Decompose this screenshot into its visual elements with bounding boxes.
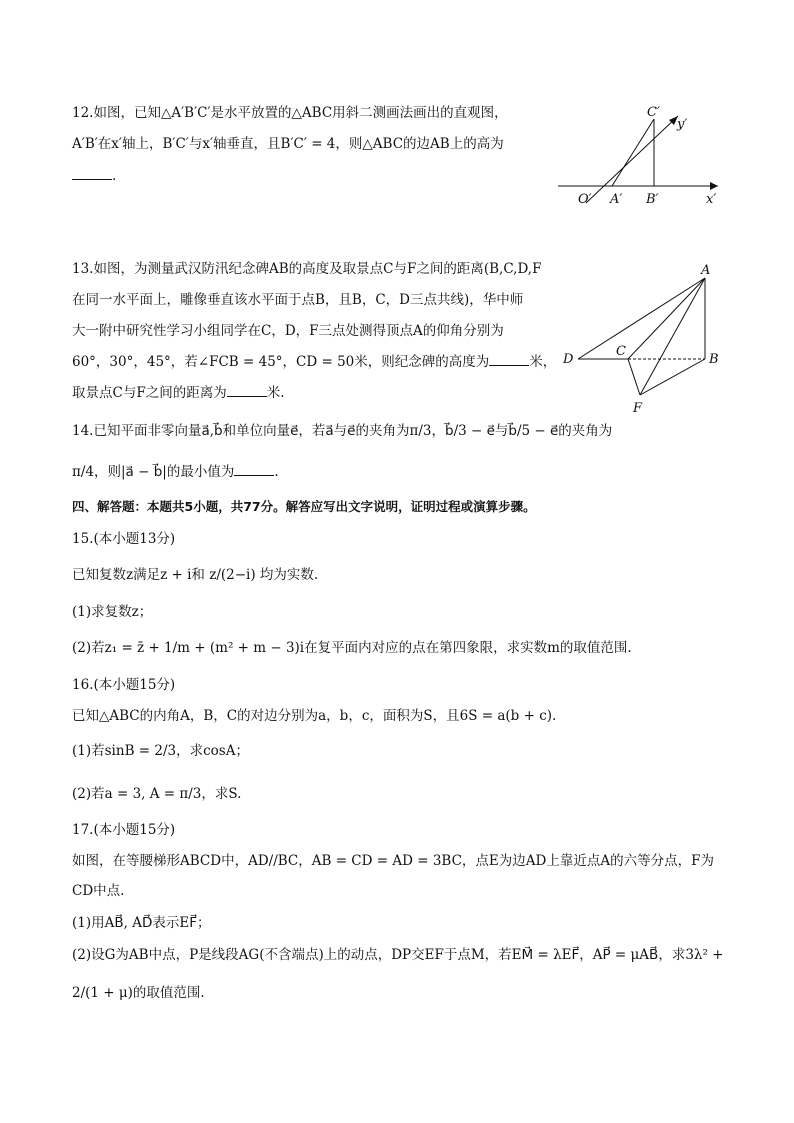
answer-blank [227, 384, 267, 397]
q17-line-1: 如图，在等腰梯形ABCD中，AD//BC，AB = CD = AD = 3BC，点E为边AD上靠近点A的六等分点，F为 [72, 853, 714, 869]
label-D: D [563, 352, 574, 367]
q13-line-5-text: 取景点C与F之间的距离为 [72, 385, 227, 401]
label-B: B [709, 352, 719, 367]
q16-line-1: 已知△ABC的内角A，B，C的对边分别为a，b，c，面积为S，且6S = a(b + c). [72, 708, 557, 724]
q14-line-2-text: π/4，则|a⃗ − b⃗|的最小值为 [72, 464, 235, 480]
q16-header: 16.(本小题15分) [72, 677, 176, 693]
q13-line-4-text: 60°，30°，45°，若∠FCB = 45°，CD = 50米，则纪念碑的高度为 [72, 354, 490, 370]
label-B-prime: B′ [646, 192, 659, 207]
q15-line-2: (1)求复数z； [72, 604, 153, 620]
q12-line-1: 12.如图，已知△A′B′C′是水平放置的△ABC用斜二测画法画出的直观图， [72, 105, 508, 121]
q17-line-5: 2/(1 + μ)的取值范围. [72, 985, 205, 1001]
label-x-prime: x′ [706, 192, 717, 207]
label-y-prime: y′ [677, 117, 688, 132]
q16-line-3: (2)若a = 3, A = π/3，求S. [72, 786, 242, 802]
q12-period: . [112, 168, 117, 184]
q14-line-1: 14.已知平面非零向量a⃗,b⃗和单位向量e⃗，若a⃗与e⃗的夹角为π/3，b⃗/3 − e⃗与b⃗/5 − e⃗的夹角为 [72, 423, 613, 439]
q13-line-3: 大一附中研究性学习小组同学在C，D，F三点处测得顶点A的仰角分别为 [72, 323, 504, 339]
figure-monument [560, 258, 730, 418]
q14-line-2 [72, 462, 279, 482]
q15-line-1: 已知复数z满足z + i和 z/(2−i) 均为实数. [72, 567, 319, 583]
q13-line-5-end: 米. [266, 385, 285, 401]
q16-line-2: (1)若sinB = 2/3，求cosA； [72, 743, 249, 759]
q13-line-4-end: 米， [529, 354, 557, 370]
label-A-prime: A′ [610, 192, 623, 207]
answer-blank [72, 167, 112, 180]
answer-blank [234, 463, 274, 476]
q14-line-2-end: . [274, 464, 279, 480]
q17-line-2: CD中点. [72, 883, 125, 899]
label-C: C [616, 344, 626, 359]
q13-line-2: 在同一水平面上，雕像垂直该水平面于点B，且B，C，D三点共线)，华中师 [72, 292, 524, 308]
q12-line-3 [72, 166, 116, 186]
q15-line-3: (2)若z₁ = z̄ + 1/m + (m² + m − 3)i在复平面内对应的点在第四象限，求实数m的取值范围. [72, 640, 632, 656]
answer-blank [489, 353, 529, 366]
label-O-prime: O′ [578, 192, 592, 207]
label-F: F [633, 401, 643, 416]
q13-line-4 [72, 352, 556, 372]
q13-line-5 [72, 383, 285, 403]
q17-line-3: (1)用AB⃗, AD⃗表示EF⃗； [72, 915, 211, 931]
figure-oblique-projection [550, 100, 730, 210]
q17-line-4: (2)设G为AB中点，P是线段AG(不含端点)上的动点，DP交EF于点M，若EM⃗ = λEF⃗，AP⃗ = μAB⃗，求3λ² + [72, 947, 724, 963]
q13-line-1: 13.如图，为测量武汉防汛纪念碑AB的高度及取景点C与F之间的距离(B,C,D,F [72, 261, 542, 277]
q17-header: 17.(本小题15分) [72, 822, 176, 838]
label-C-prime: C′ [647, 105, 660, 120]
q12-line-2: A′B′在x′轴上，B′C′与x′轴垂直，且B′C′ = 4，则△ABC的边AB上的高为 [72, 136, 504, 152]
label-A: A [701, 263, 711, 278]
q15-header: 15.(本小题13分) [72, 531, 176, 547]
section-4-heading: 四、解答题：本题共5小题，共77分。解答应写出文字说明，证明过程或演算步骤。 [72, 499, 536, 514]
